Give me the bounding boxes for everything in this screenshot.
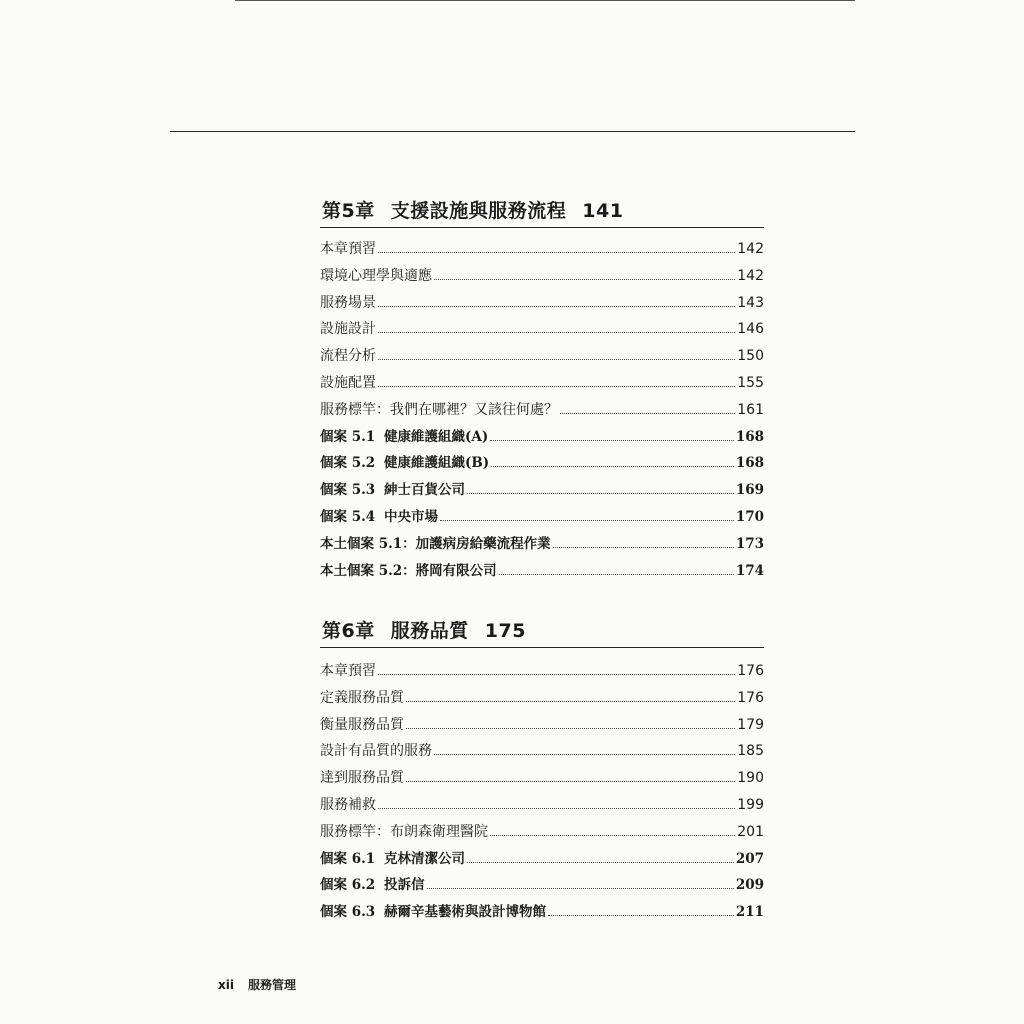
toc-entry-label — [320, 685, 404, 712]
toc-entry[interactable] — [320, 899, 764, 926]
toc-entry[interactable] — [320, 263, 764, 290]
toc-entry-page: 142 — [737, 267, 764, 284]
entry-title: 健康維護組織(A) — [384, 428, 489, 445]
chapter-5-entries — [320, 236, 764, 584]
toc-entry-label — [320, 236, 376, 263]
dot-leader — [378, 306, 735, 307]
dot-leader — [434, 754, 735, 755]
toc-entry[interactable] — [320, 316, 764, 343]
toc-entry[interactable] — [320, 872, 764, 899]
entry-title: 克林清潔公司 — [384, 850, 465, 867]
page-footer — [218, 976, 296, 993]
dot-leader — [467, 493, 734, 494]
dot-leader — [440, 520, 734, 521]
case-number: 個案 6.1 — [320, 850, 376, 867]
dot-leader — [378, 386, 735, 387]
toc-entry-label — [320, 343, 376, 370]
entry-title: 紳士百貨公司 — [384, 482, 465, 499]
toc-entry-label — [320, 899, 546, 926]
case-number: 個案 6.2 — [320, 877, 376, 894]
case-number: 個案 6.3 — [320, 904, 376, 921]
header-rule — [170, 131, 855, 132]
chapter-5-title[interactable] — [320, 196, 764, 228]
dot-leader — [378, 332, 735, 333]
toc-entry-page: 173 — [735, 535, 764, 552]
dot-leader — [560, 413, 735, 414]
toc-entry[interactable] — [320, 370, 764, 397]
toc-entry-page: 185 — [737, 743, 764, 760]
toc-entry-label — [320, 370, 376, 397]
chapter-5 — [320, 196, 764, 584]
dot-leader — [490, 440, 734, 441]
entry-title: 健康維護組織(B) — [384, 455, 490, 472]
toc-entry-label — [320, 263, 432, 290]
toc-entry-page: 201 — [737, 823, 764, 840]
entry-title: 環境心理學與適應 — [320, 267, 432, 284]
dot-leader — [434, 279, 735, 280]
toc-entry-page: 146 — [737, 321, 764, 338]
toc-entry-label — [320, 558, 497, 585]
toc-entry-label — [320, 316, 376, 343]
dot-leader — [548, 915, 734, 916]
toc-entry-label — [320, 819, 488, 846]
entry-title: 中央市場 — [384, 508, 438, 525]
entry-title: 本土個案 5.1：加護病房給藥流程作業 — [320, 535, 551, 552]
dot-leader — [378, 252, 735, 253]
chapter-number: 第5章 — [322, 200, 375, 222]
dot-leader — [378, 808, 735, 809]
toc-entry[interactable] — [320, 424, 764, 451]
toc-entry-page: 170 — [735, 508, 764, 525]
chapter-name: 服務品質 — [390, 620, 469, 642]
entry-title: 服務補救 — [320, 796, 376, 813]
case-number: 個案 5.1 — [320, 428, 376, 445]
toc-entry-page: 176 — [737, 663, 764, 679]
case-number: 個案 5.2 — [320, 455, 376, 472]
toc-entry-label — [320, 504, 438, 531]
entry-title: 服務場景 — [320, 294, 376, 311]
toc-entry-label — [320, 712, 404, 739]
toc-entry[interactable] — [320, 290, 764, 317]
toc-entry-label — [320, 792, 376, 819]
footer-book-title: 服務管理 — [247, 978, 296, 992]
chapter-6-entries — [320, 658, 764, 926]
toc-entry-page: 161 — [737, 401, 764, 418]
toc-entry[interactable] — [320, 558, 764, 585]
page-top-edge — [235, 0, 855, 1]
toc-entry[interactable] — [320, 531, 764, 558]
toc-entry-label — [320, 477, 465, 504]
chapter-number: 第6章 — [322, 620, 375, 642]
entry-title: 本章預習 — [320, 663, 376, 679]
toc-entry-label — [320, 424, 488, 451]
toc-entry[interactable] — [320, 236, 764, 263]
toc-entry[interactable] — [320, 738, 764, 765]
toc-entry-page: 168 — [735, 455, 764, 472]
toc-entry-label — [320, 531, 551, 558]
chapter-6-title[interactable] — [320, 616, 764, 648]
toc-entry-page: 168 — [735, 428, 764, 445]
toc-entry-label — [320, 450, 489, 477]
toc-entry-label — [320, 765, 404, 792]
dot-leader — [378, 674, 735, 675]
entry-title: 本章預習 — [320, 241, 376, 257]
chapter-6 — [320, 616, 764, 926]
toc-entry[interactable] — [320, 819, 764, 846]
dot-leader — [406, 701, 735, 702]
dot-leader — [491, 466, 734, 467]
toc-entry-page: 176 — [737, 689, 764, 706]
chapter-start-page: 175 — [484, 620, 526, 642]
toc-entry-label — [320, 290, 376, 317]
toc-entry-page: 190 — [737, 770, 764, 787]
entry-title: 達到服務品質 — [320, 770, 404, 787]
toc-entry[interactable] — [320, 765, 764, 792]
toc-entry-page: 179 — [737, 716, 764, 733]
dot-leader — [490, 835, 735, 836]
entry-title: 赫爾辛基藝術與設計博物館 — [384, 904, 546, 921]
chapter-start-page: 141 — [582, 200, 624, 222]
footer-page-number: xii — [218, 978, 234, 992]
dot-leader — [406, 728, 735, 729]
toc-entry[interactable] — [320, 504, 764, 531]
toc-entry[interactable] — [320, 658, 764, 685]
dot-leader — [467, 862, 734, 863]
toc-entry-page: 169 — [735, 482, 764, 499]
chapter-name: 支援設施與服務流程 — [390, 200, 567, 222]
toc-entry-label — [320, 738, 432, 765]
toc-entry-label — [320, 846, 465, 873]
toc-entry-page: 174 — [735, 562, 764, 579]
entry-title: 本土個案 5.2：將岡有限公司 — [320, 562, 497, 579]
dot-leader — [406, 781, 735, 782]
toc-entry-label — [320, 397, 558, 424]
entry-title: 投訴信 — [384, 877, 425, 894]
toc-entry[interactable] — [320, 685, 764, 712]
toc-entry-page: 211 — [735, 904, 764, 921]
case-number: 個案 5.3 — [320, 482, 376, 499]
entry-title: 衡量服務品質 — [320, 716, 404, 733]
toc-entry-page: 199 — [737, 796, 764, 813]
toc-entry[interactable] — [320, 477, 764, 504]
toc-entry-page: 150 — [737, 348, 764, 365]
dot-leader — [427, 888, 734, 889]
toc-entry-label — [320, 872, 425, 899]
entry-title: 流程分析 — [320, 348, 376, 365]
toc-entry[interactable] — [320, 712, 764, 739]
toc-entry-page: 155 — [737, 374, 764, 391]
toc-entry-page: 142 — [737, 241, 764, 257]
entry-title: 設計有品質的服務 — [320, 743, 432, 760]
case-number: 個案 5.4 — [320, 508, 376, 525]
entry-title: 定義服務品質 — [320, 689, 404, 706]
toc-entry-page: 209 — [735, 877, 764, 894]
toc-entry-page: 143 — [737, 294, 764, 311]
toc-entry[interactable] — [320, 450, 764, 477]
entry-title: 設施設計 — [320, 321, 376, 338]
toc-entry[interactable] — [320, 343, 764, 370]
toc-entry[interactable] — [320, 846, 764, 873]
toc-entry-label — [320, 658, 376, 685]
toc-entry[interactable] — [320, 792, 764, 819]
dot-leader — [378, 359, 735, 360]
entry-title: 服務標竿：我們在哪裡？又該往何處？ — [320, 401, 558, 418]
dot-leader — [553, 547, 734, 548]
toc-entry-page: 207 — [735, 850, 764, 867]
dot-leader — [499, 574, 734, 575]
entry-title: 服務標竿：布朗森衛理醫院 — [320, 823, 488, 840]
toc-entry[interactable] — [320, 397, 764, 424]
entry-title: 設施配置 — [320, 374, 376, 391]
